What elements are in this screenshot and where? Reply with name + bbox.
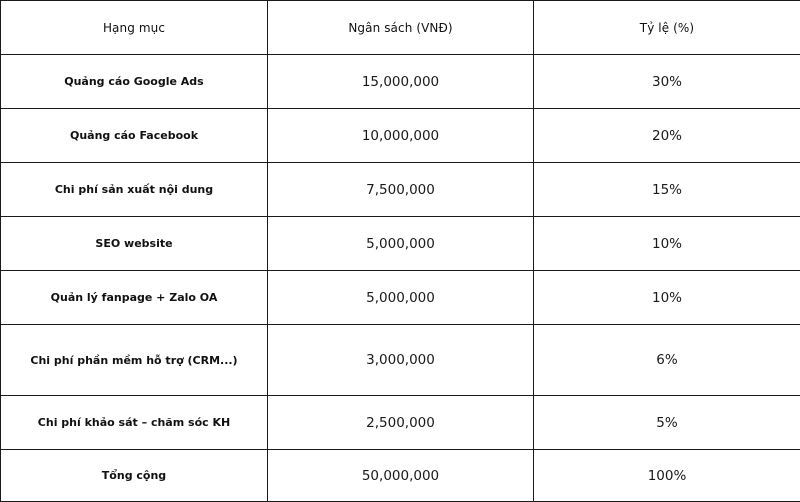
row-ratio: 5% (534, 396, 800, 450)
row-ratio: 10% (534, 217, 800, 271)
row-ratio: 10% (534, 271, 800, 325)
total-budget: 50,000,000 (268, 450, 534, 502)
total-label: Tổng cộng (1, 450, 268, 502)
row-budget: 10,000,000 (268, 109, 534, 163)
row-budget: 7,500,000 (268, 163, 534, 217)
row-budget: 5,000,000 (268, 271, 534, 325)
table-row (1, 217, 800, 271)
table-header-row (1, 1, 800, 55)
row-category: Quảng cáo Google Ads (1, 55, 268, 109)
row-ratio: 6% (534, 325, 800, 396)
header-ratio: Tỷ lệ (%) (534, 1, 800, 55)
row-category: SEO website (1, 217, 268, 271)
row-category: Chi phí sản xuất nội dung (1, 163, 268, 217)
header-budget: Ngân sách (VNĐ) (268, 1, 534, 55)
table-row (1, 55, 800, 109)
row-budget: 15,000,000 (268, 55, 534, 109)
row-budget: 2,500,000 (268, 396, 534, 450)
header-category: Hạng mục (1, 1, 268, 55)
row-category: Quản lý fanpage + Zalo OA (1, 271, 268, 325)
row-category: Quảng cáo Facebook (1, 109, 268, 163)
table-row (1, 396, 800, 450)
row-budget: 5,000,000 (268, 217, 534, 271)
table-row (1, 109, 800, 163)
row-ratio: 15% (534, 163, 800, 217)
row-ratio: 30% (534, 55, 800, 109)
row-ratio: 20% (534, 109, 800, 163)
table-row (1, 163, 800, 217)
table-row (1, 271, 800, 325)
row-category: Chi phí phần mềm hỗ trợ (CRM...) (1, 325, 268, 396)
table-total-row (1, 450, 800, 502)
total-ratio: 100% (534, 450, 800, 502)
row-category: Chi phí khảo sát – chăm sóc KH (1, 396, 268, 450)
table-row (1, 325, 800, 396)
row-budget: 3,000,000 (268, 325, 534, 396)
